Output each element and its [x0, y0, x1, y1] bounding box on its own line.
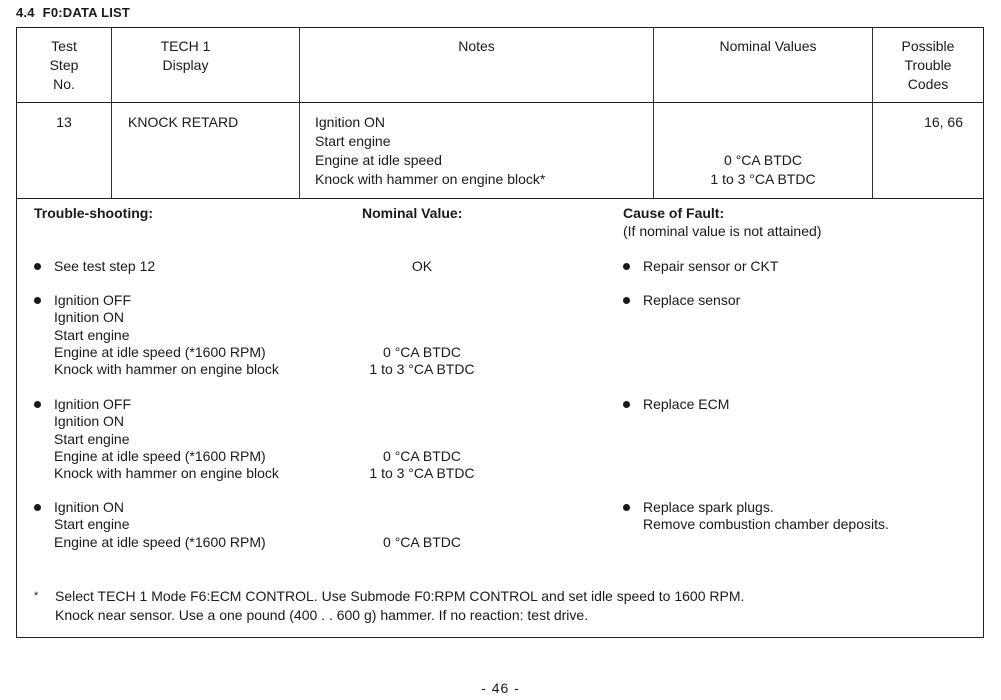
header-test-step: Test Step No. [17, 28, 112, 102]
troubleshooting-item: Ignition OFF Ignition ON Start engine Engine at idle speed (*1600 RPM) Knock with hammer on engine block [34, 292, 279, 378]
header-trouble-codes: Possible Trouble Codes [901, 38, 955, 92]
row-notes: Ignition ON Start engine Engine at idle speed Knock with hammer on engine block* [300, 103, 654, 198]
header-notes: Notes [300, 28, 654, 102]
cause-of-fault: Replace ECM [623, 396, 729, 413]
bullet-icon [34, 401, 41, 408]
cause-of-fault: Replace spark plugs. Remove combustion chamber deposits. [623, 499, 889, 534]
troubleshooting-item: See test step 12 [34, 258, 155, 275]
table-row [17, 103, 983, 198]
bullet-icon [623, 263, 630, 270]
bullet-icon [623, 297, 630, 304]
cause-of-fault-subheading: (If nominal value is not attained) [623, 223, 822, 239]
footnote: * Select TECH 1 Mode F6:ECM CONTROL. Use Submode F0:RPM CONTROL and set idle speed to 1600 RPM. Knock near sensor. Use a one pound (400 . . 600 g) hammer. If no reaction: test drive. [34, 588, 745, 623]
section-number: 4.4 [16, 5, 35, 20]
nominal-value: OK [411, 258, 433, 274]
nominal-value: 0 °CA BTDC 1 to 3 °CA BTDC [369, 448, 475, 482]
footnote-marker: * [34, 590, 39, 602]
bullet-icon [34, 297, 41, 304]
row-display: KNOCK RETARD [112, 103, 300, 198]
row-step: 13 [17, 103, 112, 198]
header-nominal-values: Nominal Values [654, 28, 873, 102]
page-number: - 46 - [481, 680, 520, 696]
data-list-table [16, 27, 984, 199]
nominal-value-heading: Nominal Value: [362, 205, 463, 221]
row-nominal: 0 °CA BTDC 1 to 3 °CA BTDC [654, 103, 873, 198]
header-tech1-display: TECH 1 Display [112, 28, 300, 102]
row-codes: 16, 66 [924, 114, 963, 130]
troubleshooting-item: Ignition ON Start engine Engine at idle speed (*1600 RPM) [34, 499, 266, 551]
cause-of-fault: Replace sensor [623, 292, 740, 309]
troubleshooting-section [16, 195, 984, 638]
cause-of-fault: Repair sensor or CKT [623, 258, 778, 275]
section-heading [16, 5, 130, 20]
troubleshooting-item: Ignition OFF Ignition ON Start engine Engine at idle speed (*1600 RPM) Knock with hammer on engine block [34, 396, 279, 482]
table-header-row [17, 28, 983, 103]
nominal-value: 0 °CA BTDC 1 to 3 °CA BTDC [369, 344, 475, 378]
cause-of-fault-heading: Cause of Fault: [623, 205, 725, 221]
troubleshooting-heading: Trouble-shooting: [34, 205, 153, 221]
bullet-icon [34, 263, 41, 270]
bullet-icon [623, 504, 630, 511]
bullet-icon [34, 504, 41, 511]
section-title: F0:DATA LIST [42, 5, 131, 20]
bullet-icon [623, 401, 630, 408]
nominal-value: 0 °CA BTDC [383, 534, 461, 550]
